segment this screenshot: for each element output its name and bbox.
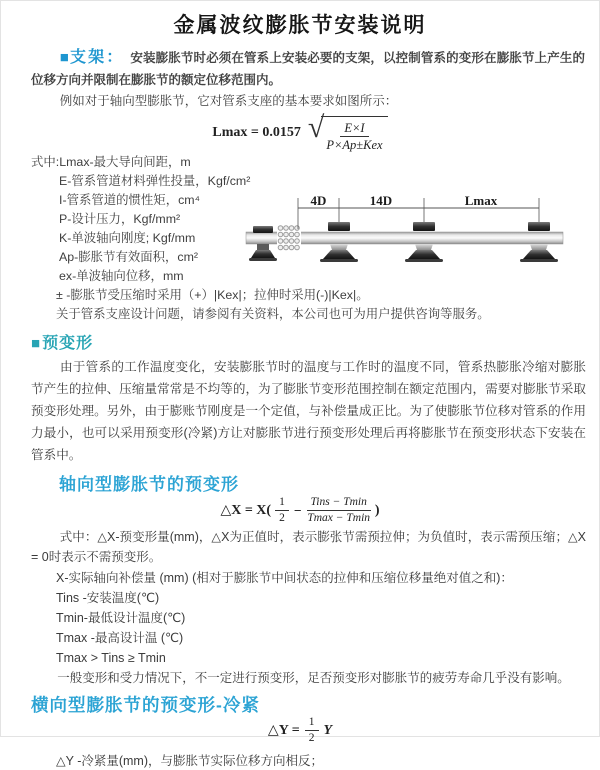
dim-label-14d: 14D bbox=[369, 193, 393, 208]
support-section-heading: 支架： bbox=[69, 49, 125, 66]
support-intro-text: 安装膨胀节时必须在管系上安装必要的支架，以控制管系的变形在膨胀节上产生的位移方向并限制在膨胀节的额定位移范围内。 bbox=[31, 51, 585, 87]
lateral-predeform-formula bbox=[1, 717, 599, 745]
predeform-section-heading bbox=[31, 330, 599, 353]
lateral-formula-lhs: △Y = bbox=[267, 723, 300, 738]
dim-label-lmax: Lmax bbox=[464, 193, 498, 208]
support-intro-paragraph bbox=[31, 47, 585, 91]
axial-formula-explanation: 式中：△X-预变形量(mm)，△X为正值时，表示膨张节需预拉伸；为负值时，表示需预压缩；△X = 0时表示不需预变形。 bbox=[31, 529, 586, 564]
support-example-line: 例如对于轴向型膨胀节，它对管系支座的基本要求如图所示： bbox=[59, 94, 398, 108]
square-root bbox=[307, 110, 388, 153]
lateral-formula-rhs: Y bbox=[323, 722, 333, 738]
one-half-fraction: $\frac{1}{2}$ bbox=[305, 716, 319, 745]
dim-label-4d: 4D bbox=[310, 193, 327, 208]
page-title: 金属波纹膨胀节安装说明 bbox=[173, 14, 427, 37]
variable-line: Tmax -最高设计温 (℃) bbox=[56, 630, 184, 645]
predeform-paragraph: 由于管系的工作温度变化，安装膨胀节时的温度与工作时的温度不同，管系热膨胀冷缩对膨胀节产生的拉伸、压缩量常常是不均等的，为了膨胀节变形范围控制在额定范围内，需要对膨胀节采取预变形处理。另外，由于膨账节刚度是一个定值，与补偿量成正比。为了使膨胀节位移对管系的作用力最小，也可以采用预变形(冷紧)方让对膨胀节进行预变形处理后再将膨胀节在预变形状态下安装在管系中。 bbox=[31, 359, 586, 462]
one-half-fraction: $\frac{1}{2}$ bbox=[275, 496, 289, 525]
predeform-heading-text: 预变形 bbox=[42, 334, 94, 352]
axial-note: 一般变形和受力情况下，不一定进行预变形，足否预变形对膨胀节的疲劳寿命几乎没有影响。 bbox=[57, 670, 570, 685]
definition-item: E-管系管道材料弹性投量，Kgf/cm² bbox=[59, 173, 251, 188]
lmax-formula-numerator: E×I bbox=[340, 121, 368, 137]
section-square-icon: ■ bbox=[59, 49, 69, 66]
radical-sign-icon: √ bbox=[307, 110, 325, 144]
temperature-fraction: $\frac{\text{Tins − Tmin}}{Tmax - Tmin}$ bbox=[307, 495, 371, 524]
definition-item: I-管系管道的惯性矩，cm⁴ bbox=[59, 192, 200, 207]
axial-predeform-heading: 轴向型膨胀节的预变形 bbox=[59, 474, 239, 494]
definition-item: K-单波轴向刚度; Kgf/mm bbox=[59, 230, 196, 245]
variable-line: Tins -安装温度(℃) bbox=[56, 590, 160, 605]
lateral-predeform-heading: 横向型膨胀节的预变形-冷紧 bbox=[31, 694, 260, 715]
definition-item: P-设计压力，Kgf/mm² bbox=[59, 211, 181, 226]
lmax-formula-denominator: P×Ap±Kex bbox=[326, 138, 383, 152]
variable-line: Tmax > Tins ≥ Tmin bbox=[56, 650, 166, 665]
axial-formula-rhs: ) bbox=[374, 502, 380, 518]
axial-formula-lhs: △X = X( bbox=[220, 503, 272, 518]
definition-item: ± -膨胀节受压缩时采用（+）|Kex|；拉伸时采用(-)|Kex|。 bbox=[56, 287, 369, 302]
definition-item: 式中:Lmax-最大导向间距，m bbox=[31, 154, 191, 169]
minus-operator: − bbox=[293, 502, 302, 518]
lateral-note: △Y -冷紧量(mm)，与膨胀节实际位移方向相反； bbox=[56, 753, 324, 768]
definition-item: 关于管系支座设计问题，请参阅有关资料，本公司也可为用户提供咨询等服务。 bbox=[56, 306, 490, 321]
axial-predeform-formula bbox=[1, 495, 599, 527]
variable-line: Tmin-最低设计温度(℃) bbox=[56, 610, 186, 625]
bellows bbox=[277, 224, 301, 252]
definition-item: Ap-膨胀节有效面积，cm² bbox=[59, 249, 199, 264]
section-square-icon: ■ bbox=[31, 334, 42, 352]
definition-item: ex-单波轴向位移，mm bbox=[59, 268, 184, 283]
axial-variable-list bbox=[1, 568, 599, 668]
lmax-formula bbox=[1, 110, 599, 153]
variable-line: X-实际轴向补偿量 (mm) (相对于膨胀节中间状态的拉伸和压缩位移量绝对值之和)： bbox=[56, 570, 513, 585]
lmax-formula-lhs: Lmax = 0.0157 bbox=[212, 124, 301, 140]
pipe-support-requirements-diagram bbox=[241, 193, 581, 273]
